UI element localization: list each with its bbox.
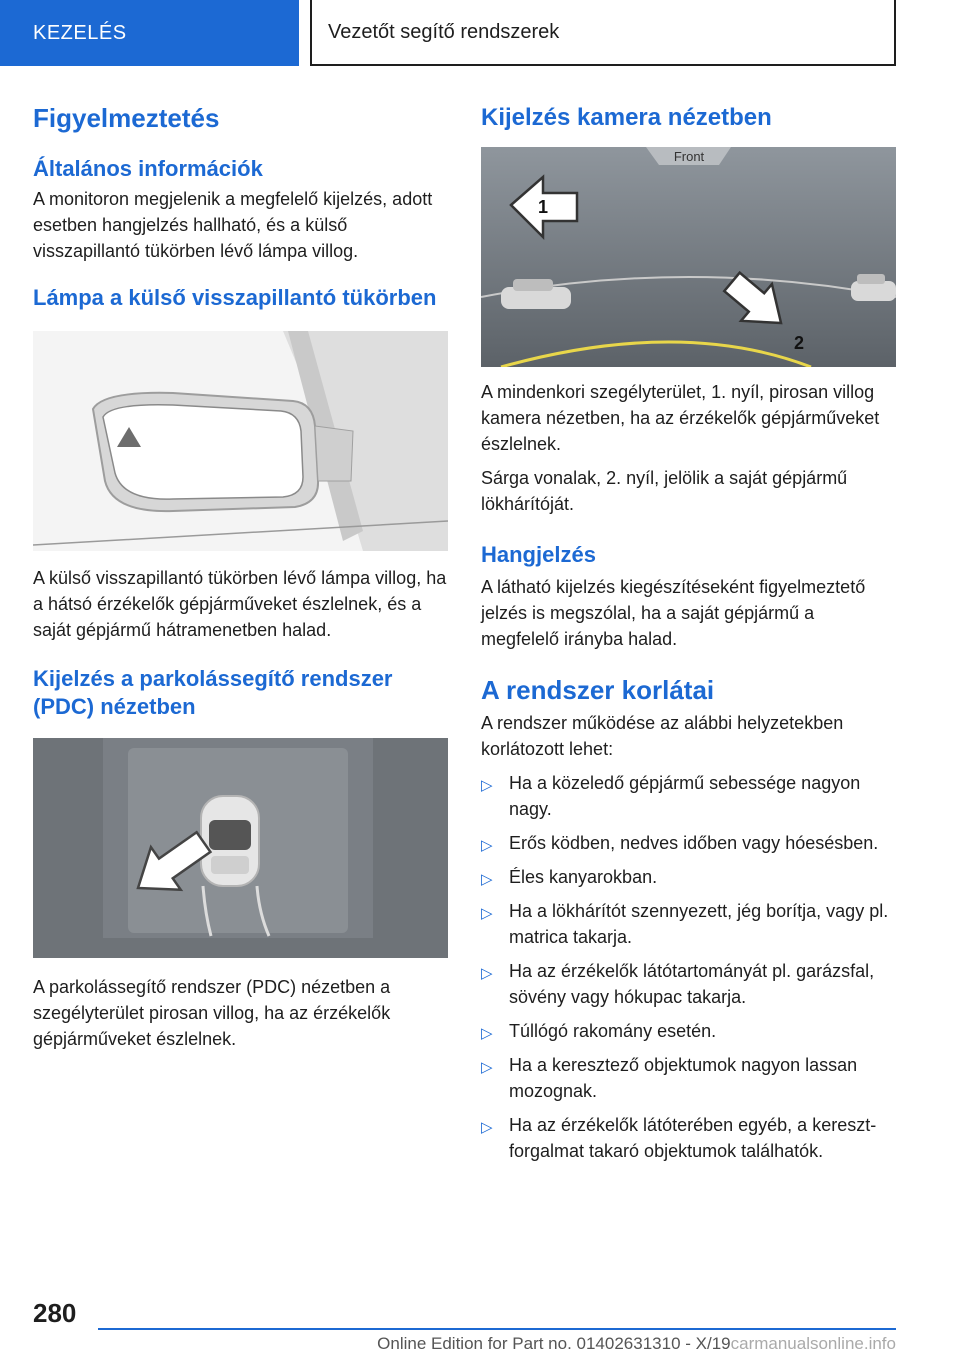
list-item: ▷ Túllógó rakomány esetén. [481,1018,896,1044]
mirror-lamp-figure [33,331,448,551]
triangle-bullet-icon: ▷ [481,777,493,795]
list-item: ▷ Ha az érzékelők látóterében egyéb, a keresztforgalmat takaró objektumok találhatók. [481,1115,877,1162]
heading-camera-view: Kijelzés kamera nézetben [481,104,772,131]
right-column [481,100,896,1172]
list-item: ▷ Éles kanyarokban. [481,864,896,890]
camera-view-figure [481,147,896,367]
paragraph-camera-2: Sárga vonalak, 2. nyíl, jelölik a saját gépjármű lökhárítóját. [481,468,848,515]
header-section-tab [0,0,299,66]
list-item: ▷ Ha a keresztező objektumok nagyon lassan mozognak. [481,1055,858,1102]
limits-list [481,770,896,1164]
left-column [33,100,448,1052]
heading-warning: Figyelmeztetés [33,103,220,133]
heading-pdc-view: Kijelzés a parkolássegítő rendszer (PDC) nézetben [33,665,393,720]
paragraph-sound-signal: A látható kijelzés kiegészítéseként figyelmeztető jelzés is megszólal, ha a saját gépjármű a megfelelő irányba halad. [481,576,866,649]
heading-system-limits: A rendszer korlátai [481,674,715,705]
heading-mirror-lamp: Lámpa a külső visszapillantó tükörben [33,285,437,311]
marker-1: 1 [537,197,549,218]
triangle-bullet-icon: ▷ [481,1059,493,1077]
heading-sound-signal: Hangjelzés [481,542,596,568]
paragraph-mirror-lamp: A külső visszapillantó tükörben lévő lámpa villog, ha a hátsó érzékelők gépjárműveket észlelnek, és a saját gépjármű hátramenetben halad. [33,567,447,640]
paragraph-pdc-view: A parkolássegítő rendszer (PDC) nézetben a szegélyterület pirosan villog, ha az érzékelők gépjárműveket észlelnek. [33,976,391,1049]
triangle-bullet-icon: ▷ [481,837,493,855]
section-label: KEZELÉS [33,21,127,44]
page-number: 280 [33,1298,77,1328]
heading-general-info: Általános információk [33,155,263,181]
list-item: ▷ Erős ködben, nedves időben vagy hóesésben. [481,830,896,856]
footer-edition [377,1334,896,1354]
triangle-bullet-icon: ▷ [481,965,493,983]
paragraph-system-limits: A rendszer működése az alábbi helyzetekben korlátozott lehet: [481,713,844,760]
triangle-bullet-icon: ▷ [481,905,493,923]
header-chapter-tab [310,0,896,66]
front-label: Front [673,149,705,165]
list-item: ▷ Ha az érzékelők látótartományát pl. garázsfal, sövény vagy hókupac takarja. [481,961,875,1008]
list-item: ▷ Ha a közeledő gépjármű sebessége nagyon nagy. [481,773,861,820]
footer-divider [98,1328,896,1330]
paragraph-general-info: A monitoron megjelenik a megfelelő kijelzés, adott esetben hangjelzés hallható, és a külső visszapillantó tükörben lévő lámpa villog. [33,189,433,262]
pdc-view-figure [33,738,448,958]
paragraph-camera-1: A mindenkori szegélyterület, 1. nyíl, pirosan villog kamera nézetben, ha az érzékelők gépjárműveket észlelnek. [481,382,880,455]
triangle-bullet-icon: ▷ [481,871,493,889]
triangle-bullet-icon: ▷ [481,1025,493,1043]
marker-2: 2 [793,333,805,354]
chapter-label: Vezetőt segítő rendszerek [328,20,560,43]
watermark-text: carmanualsonline.info [730,1334,896,1353]
triangle-bullet-icon: ▷ [481,1119,493,1137]
edition-text: Online Edition for Part no. 01402631310 - X/19 [377,1334,731,1353]
list-item: ▷ Ha a lökhárítót szennyezett, jég borítja, vagy pl. matrica takarja. [481,901,889,948]
